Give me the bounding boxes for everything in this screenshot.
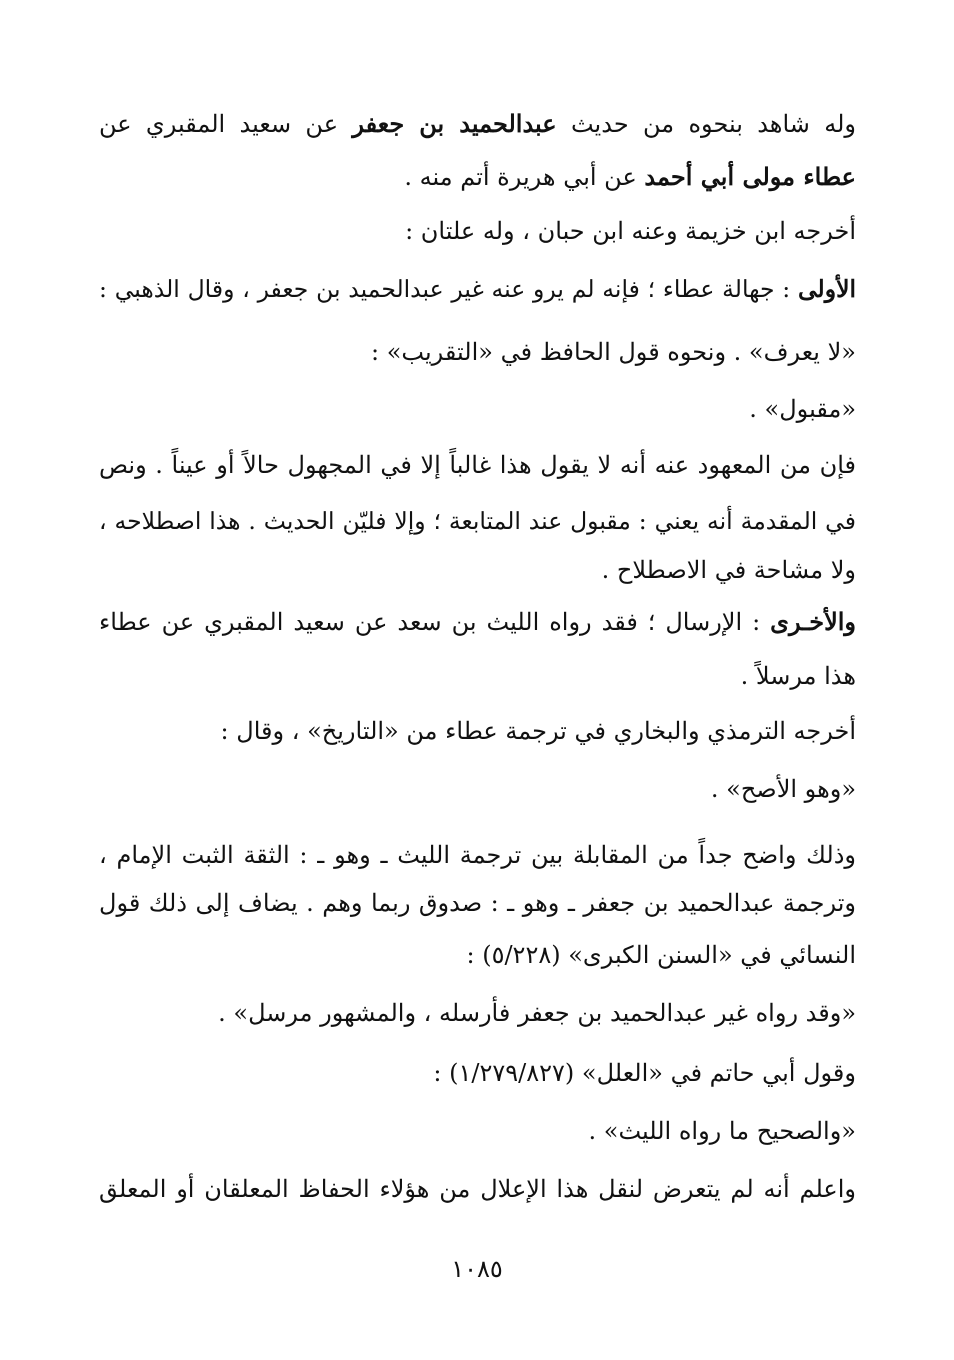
text-line	[404, 159, 856, 195]
text-line: ولا مشاحة في الاصطلاح .	[601, 556, 856, 584]
text-line: «وقد رواه غير عبدالحميد بن جعفر فأرسله ، والمشهور مرسل» .	[218, 999, 856, 1027]
text-run: عن سعيد المقبري عن	[99, 110, 339, 138]
text-run: وله شاهد بنحوه من حديث	[570, 110, 857, 138]
text-run: : الإرسال ؛ فقد رواه الليث بن سعد عن سعيد المقبري عن عطاء	[99, 608, 771, 636]
text-line	[99, 604, 856, 640]
text-line	[99, 271, 856, 307]
text-line: أخرجه ابن خزيمة وعنه ابن حبان ، وله علتان :	[405, 217, 856, 245]
text-line: وترجمة عبدالحميد بن جعفر ـ وهو ـ : صدوق ربما وهم . يضاف إلى ذلك قول	[99, 889, 856, 917]
text-line: وقول أبي حاتم في «العلل» (١/٢٧٩/٨٢٧) :	[433, 1059, 856, 1087]
page-number: ١٠٨٥	[451, 1255, 503, 1283]
bold-name: عبدالحميد بن جعفر	[352, 109, 557, 138]
text-line: «والصحيح ما رواه الليث» .	[588, 1117, 856, 1145]
bold-term: والأخـرى	[770, 607, 857, 636]
text-line: النسائي في «السنن الكبرى» (٥/٢٢٨) :	[466, 941, 856, 969]
text-run: : جهالة عطاء ؛ فإنه لم يرو عنه غير عبدالحميد بن جعفر ، وقال الذهبي :	[99, 275, 798, 303]
text-line: واعلم أنه لم يتعرض لنقل هذا الإعلال من هؤلاء الحفاظ المعلقان أو المعلق	[99, 1175, 856, 1203]
text-line: في المقدمة أنه يعني : مقبول عند المتابعة ؛ وإلا فليّن الحديث . هذا اصطلاحه ،	[99, 507, 856, 535]
text-line: أخرجه الترمذي والبخاري في ترجمة عطاء من «التاريخ» ، وقال :	[220, 717, 856, 745]
text-line: «مقبول» .	[749, 395, 856, 423]
bold-name: عطاء مولى أبي أحمد	[644, 162, 856, 191]
bold-term: الأولى	[797, 275, 856, 303]
text-line	[99, 106, 856, 142]
text-line: فإن من المعهود عنه أنه لا يقول هذا غالباً إلا في المجهول حالاً أو عيناً . ونص	[99, 451, 856, 479]
text-line: هذا مرسلاً .	[740, 662, 856, 690]
text-line: «وهو الأصح» .	[710, 775, 856, 803]
text-line: «لا يعرف» . ونحوه قول الحافظ في «التقريب» :	[371, 338, 856, 366]
text-run: عن أبي هريرة أتم منه .	[404, 163, 637, 191]
text-line: وذلك واضح جداً من المقابلة بين ترجمة الليث ـ وهو ـ : الثقة الثبت الإمام ،	[99, 841, 856, 869]
